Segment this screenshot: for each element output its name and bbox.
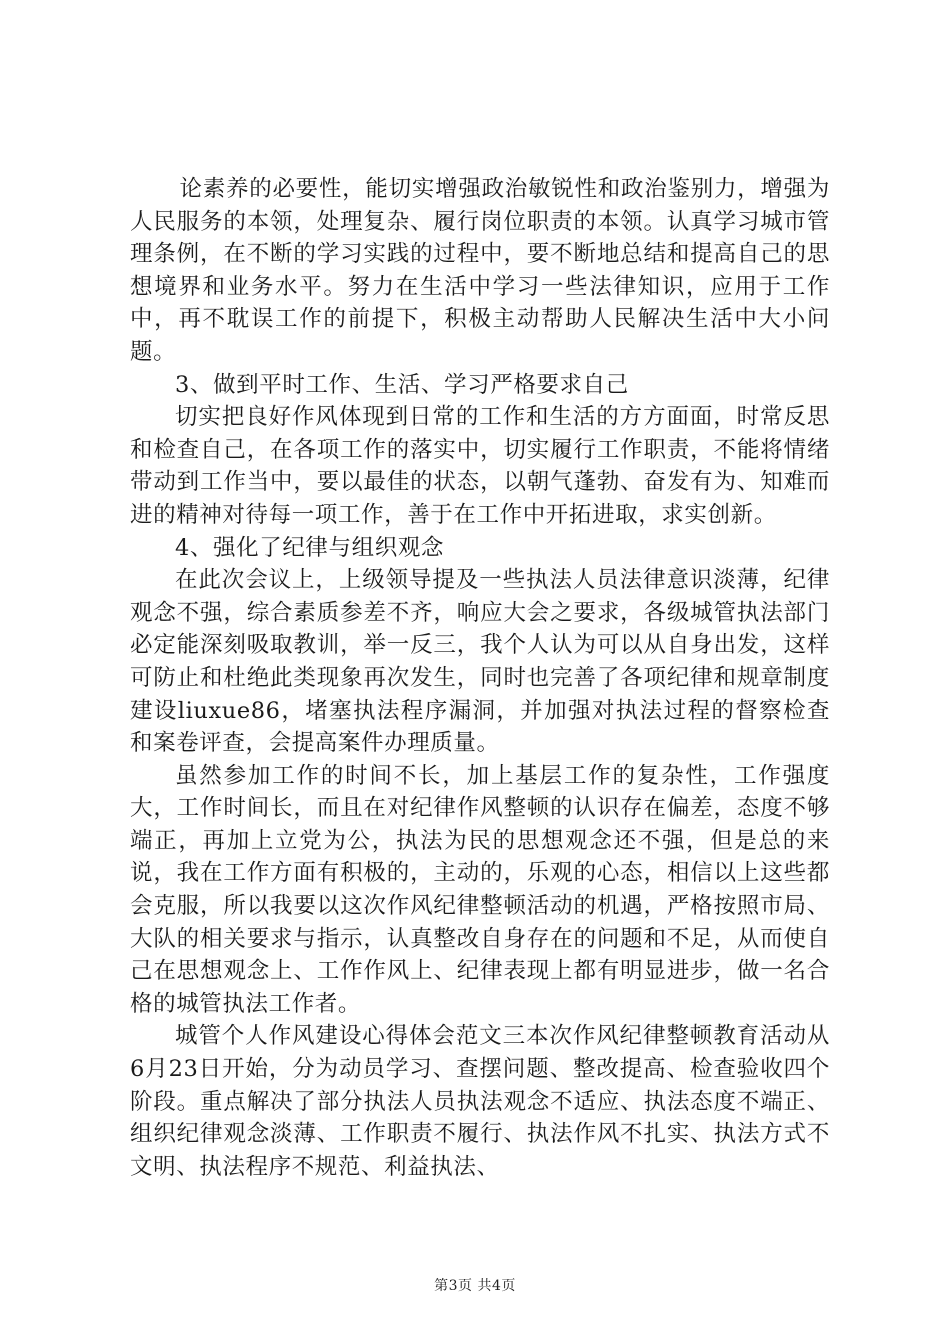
paragraph-political-literacy: 论素养的必要性，能切实增强政治敏锐性和政治鉴别力，增强为人民服务的本领，处理复杂、履行岗位职责的本领。认真学习城市管理条例，在不断的学习实践的过程中，要不断地总结和提高自己的思想境界和业务水平。努力在生活中学习一些法律知识，应用于工作中，再不耽误工作的前提下，积极主动帮助人民解决生活中大小问题。 xyxy=(130,176,830,365)
paragraph-good-style: 切实把良好作风体现到日常的工作和生活的方方面面，时常反思和检查自己，在各项工作的落实中，切实履行工作职责，不能将情绪带动到工作当中，要以最佳的状态，以朝气蓬勃、奋发有为、知难而进的精神对待每一项工作，善于在工作中开拓进取，求实创新。 xyxy=(130,404,830,528)
paragraph-self-reflection: 虽然参加工作的时间不长，加上基层工作的复杂性，工作强度大，工作时间长，而且在对纪律作风整顿的认识存在偏差，态度不够端正，再加上立党为公，执法为民的思想观念还不强，但是总的来说，我在工作方面有积极的，主动的，乐观的心态，相信以上这些都会克服，所以我要以这次作风纪律整顿活动的机遇，严格按照市局、大队的相关要求与指示，认真整改自身存在的问题和不足，从而使自己在思想观念上、工作作风上、纪律表现上都有明显进步，做一名合格的城管执法工作者。 xyxy=(130,762,830,1017)
paragraph-meeting-discipline: 在此次会议上，上级领导提及一些执法人员法律意识淡薄，纪律观念不强，综合素质参差不齐，响应大会之要求，各级城管执法部门必定能深刻吸取教训，举一反三，我个人认为可以从自身出发，这样可防止和杜绝此类现象再次发生，同时也完善了各项纪律和规章制度建设liuxue86，堵塞执法程序漏洞，并加强对执法过程的督察检查和案卷评查，会提高案件办理质量。 xyxy=(130,567,830,757)
paragraph-sample-three: 城管个人作风建设心得体会范文三本次作风纪律整顿教育活动从6月23日开始，分为动员学习、查摆问题、整改提高、检查验收四个阶段。重点解决了部分执法人员执法观念不适应、执法态度不端正、组织纪律观念淡薄、工作职责不履行、执法作风不扎实、执法方式不文明、执法程序不规范、利益执法、 xyxy=(130,1023,830,1180)
section-heading-3: 3、做到平时工作、生活、学习严格要求自己 xyxy=(175,371,629,398)
page-number-footer: 第3页 共4页 xyxy=(434,1278,516,1294)
document-body xyxy=(130,173,830,1183)
section-heading-4: 4、强化了纪律与组织观念 xyxy=(175,534,445,561)
